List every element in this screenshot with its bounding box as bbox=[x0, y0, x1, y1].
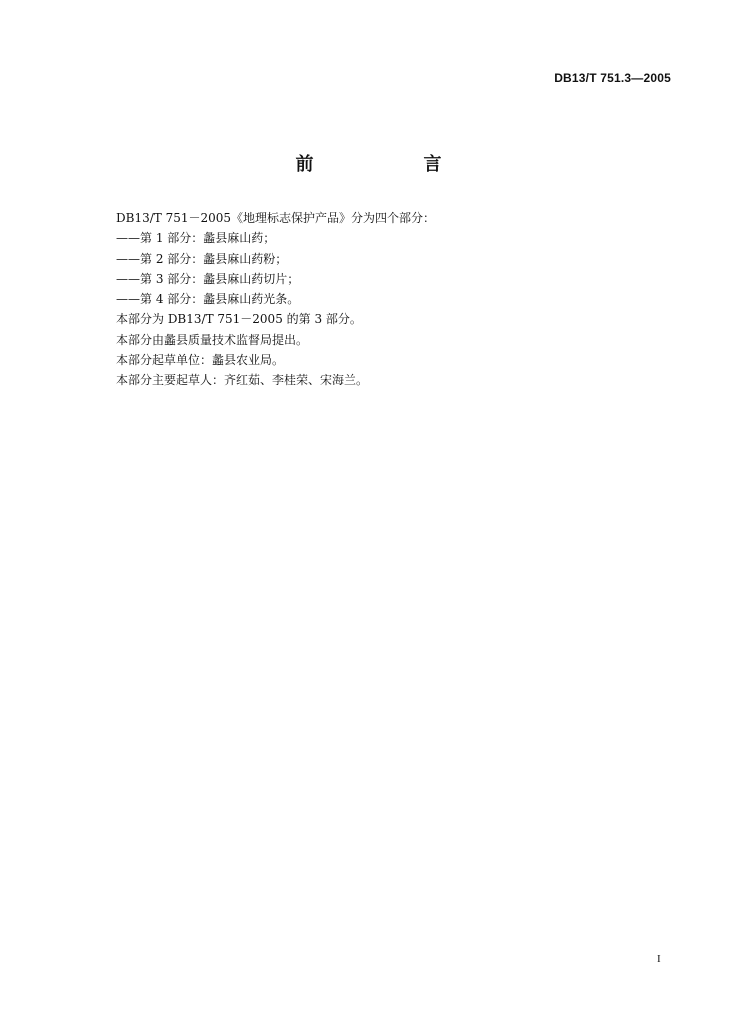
body-line: 本部分为 DB13/T 751－2005 的第 3 部分。 bbox=[116, 312, 362, 327]
document-code: DB13/T 751.3—2005 bbox=[554, 71, 671, 85]
page-number: I bbox=[657, 953, 661, 965]
body-line: ——第 3 部分：蠡县麻山药切片； bbox=[116, 271, 300, 286]
body-line: ——第 2 部分：蠡县麻山药粉； bbox=[116, 251, 288, 266]
page-title: 前 言 bbox=[295, 154, 488, 175]
body-line: 本部分由蠡县质量技术监督局提出。 bbox=[116, 332, 309, 347]
body-line: 本部分起草单位：蠡县农业局。 bbox=[116, 353, 285, 368]
foreword-content bbox=[116, 208, 676, 391]
body-line: ——第 4 部分：蠡县麻山药光条。 bbox=[116, 292, 300, 307]
body-line: DB13/T 751－2005《地理标志保护产品》分为四个部分： bbox=[116, 211, 436, 225]
body-line: 本部分主要起草人：齐红茹、李桂荣、宋海兰。 bbox=[116, 373, 369, 388]
body-line: ——第 1 部分：蠡县麻山药； bbox=[116, 231, 276, 246]
